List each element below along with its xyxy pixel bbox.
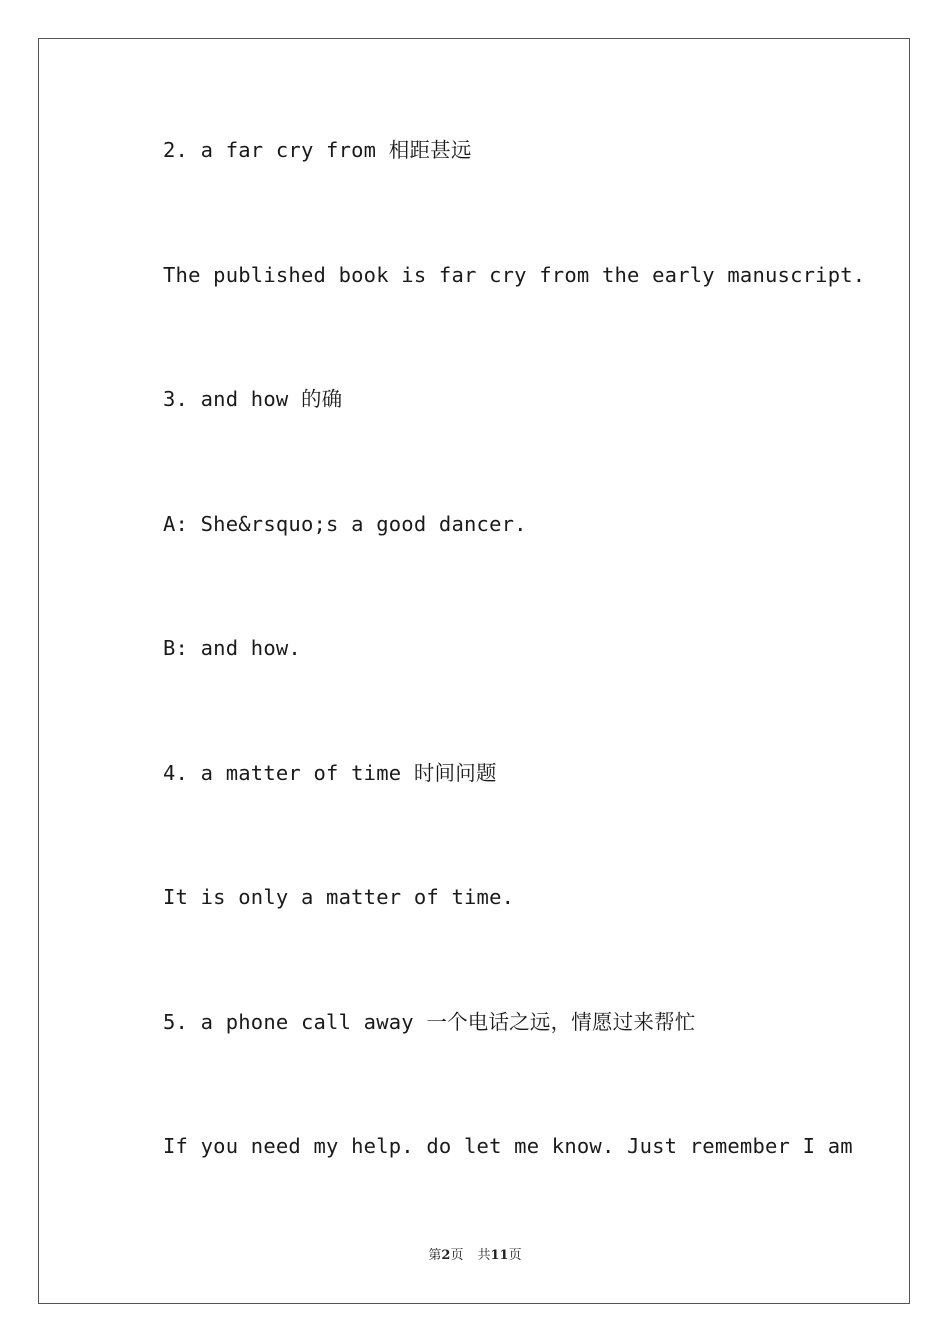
heading-item-3: 3. and how 的确 bbox=[163, 387, 343, 411]
example-sentence-4: It is only a matter of time. bbox=[163, 885, 515, 909]
heading-item-2: 2. a far cry from 相距甚远 bbox=[163, 138, 472, 162]
example-sentence-5: If you need my help. do let me know. Just remember I am bbox=[163, 1134, 853, 1158]
total-suffix: 页 bbox=[508, 1248, 522, 1263]
heading-item-5: 5. a phone call away 一个电话之远，情愿过来帮忙 bbox=[163, 1010, 696, 1034]
page-suffix: 页 bbox=[450, 1248, 464, 1263]
dialogue-line-a: A: She&rsquo;s a good dancer. bbox=[163, 512, 527, 536]
example-sentence-2: The published book is far cry from the early manuscript. bbox=[163, 263, 866, 287]
dialogue-line-b: B: and how. bbox=[163, 636, 301, 660]
page-footer bbox=[0, 1246, 950, 1266]
total-page-count: 11 bbox=[490, 1248, 509, 1263]
page-prefix: 第 bbox=[428, 1248, 442, 1263]
total-prefix: 共 bbox=[477, 1248, 491, 1263]
current-page-number: 2 bbox=[441, 1248, 451, 1263]
heading-item-4: 4. a matter of time 时间问题 bbox=[163, 761, 497, 785]
page-border bbox=[38, 38, 910, 1304]
